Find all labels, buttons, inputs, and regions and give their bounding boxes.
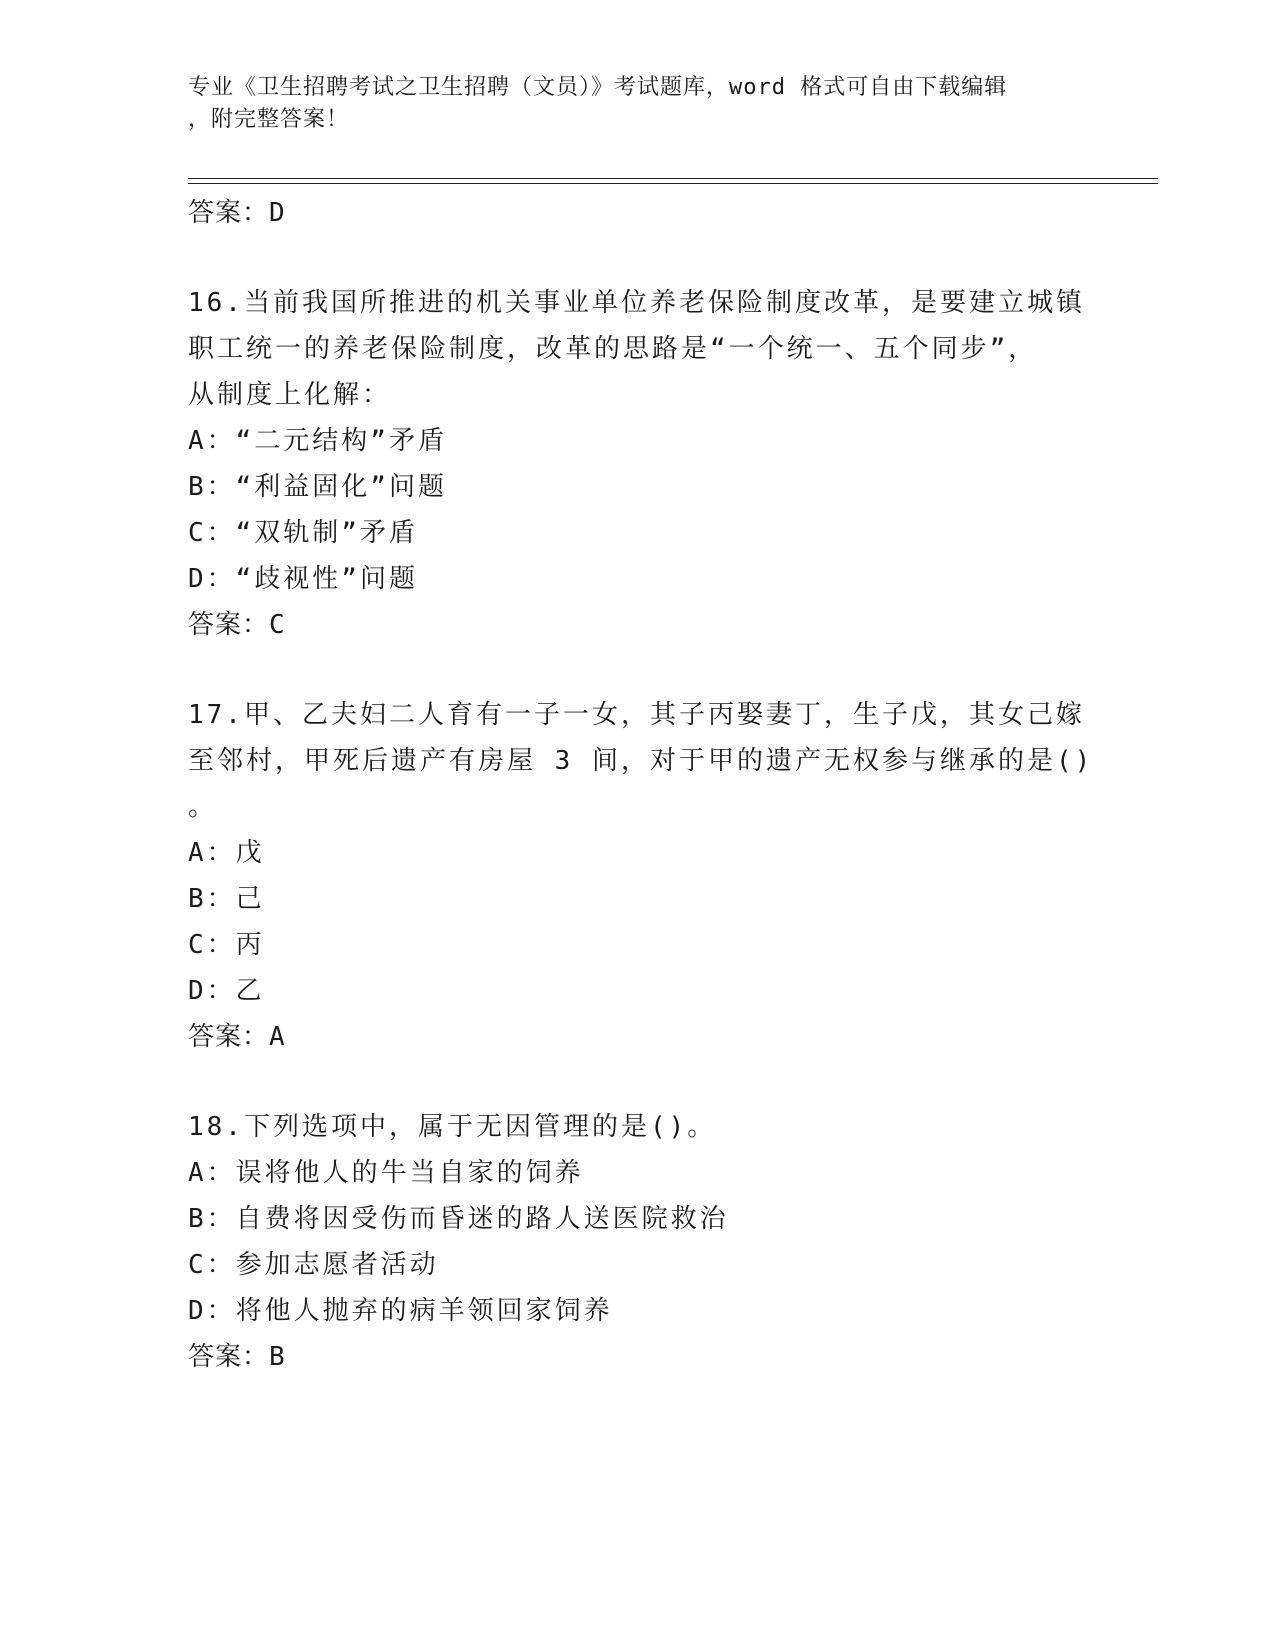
question-text-line: 从制度上化解： [188, 380, 392, 410]
question-17 [188, 692, 1094, 1060]
option-b: B：自费将因受伤而昏迷的路人送医院救治 [188, 1204, 729, 1234]
header-line-2: ，附完整答案！ [188, 107, 350, 132]
question-list [188, 190, 1094, 1380]
answer-line: 答案：C [188, 610, 286, 640]
question-text-line: 。 [188, 792, 218, 822]
question-text-line: 18.下列选项中，属于无因管理的是()。 [188, 1112, 717, 1142]
option-c: C：参加志愿者活动 [188, 1250, 439, 1280]
option-d: D：“歧视性”问题 [188, 564, 418, 594]
option-b: B：己 [188, 884, 265, 914]
question-18 [188, 1104, 1088, 1380]
spacer [188, 236, 1088, 280]
answer-line: 答案：B [188, 1342, 286, 1372]
question-text-line: 17.甲、乙夫妇二人育有一子一女，其子丙娶妻丁，生子戊，其女己嫁 [188, 700, 1085, 730]
option-a: A：误将他人的牛当自家的饲养 [188, 1158, 584, 1188]
spacer [188, 1060, 1088, 1104]
answer-line: 答案：A [188, 1022, 286, 1052]
question-text-line: 16.当前我国所推进的机关事业单位养老保险制度改革，是要建立城镇 [188, 288, 1085, 318]
page-header [188, 72, 1088, 136]
header-divider-bottom [188, 183, 1158, 184]
option-c: C：丙 [188, 930, 265, 960]
option-b: B：“利益固化”问题 [188, 472, 447, 502]
option-d: D：将他人抛弃的病羊领回家饲养 [188, 1296, 613, 1326]
option-d: D：乙 [188, 976, 265, 1006]
spacer [188, 648, 1088, 692]
question-text-line: 至邻村，甲死后遗产有房屋 3 间，对于甲的遗产无权参与继承的是() [188, 746, 1094, 776]
header-divider-top [188, 178, 1158, 179]
header-line-1: 专业《卫生招聘考试之卫生招聘（文员）》考试题库，word 格式可自由下载编辑 [188, 75, 1008, 100]
question-text-line: 职工统一的养老保险制度，改革的思路是“一个统一、五个同步”， [188, 334, 1038, 364]
question-16 [188, 280, 1088, 648]
option-c: C：“双轨制”矛盾 [188, 518, 418, 548]
option-a: A：戊 [188, 838, 265, 868]
previous-answer: 答案：D [188, 198, 286, 228]
option-a: A：“二元结构”矛盾 [188, 426, 447, 456]
